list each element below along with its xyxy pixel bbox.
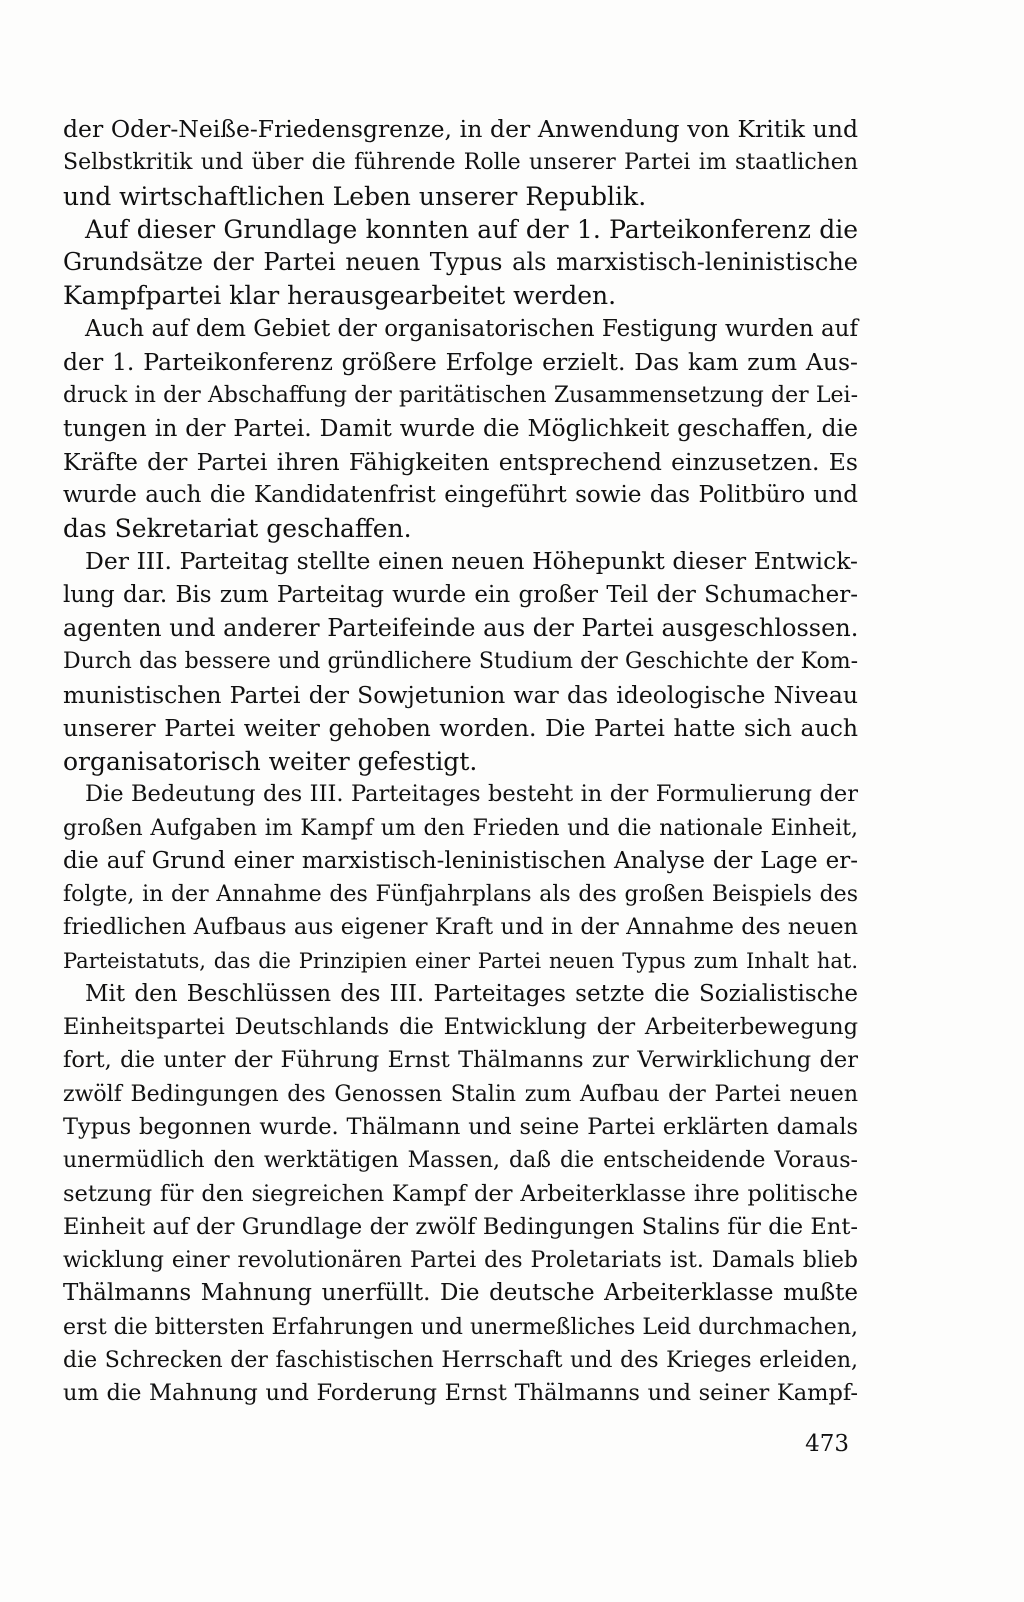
text-line: und wirtschaftlichen Leben unserer Republik.	[63, 181, 647, 211]
text-line: das Sekretariat geschaffen.	[63, 514, 412, 544]
text-line: wicklung einer revolutionären Partei des Proletariats ist. Damals blieb	[63, 1248, 858, 1274]
text-line: agenten und anderer Parteifeinde aus der Partei ausgeschlossen.	[63, 613, 859, 642]
text-line: setzung für den siegreichen Kampf der Arbeiterklasse ihre politische	[63, 1180, 858, 1207]
text-line: folgte, in der Annahme des Fünfjahrplans als des großen Beispiels des	[63, 882, 858, 908]
text-line: tungen in der Partei. Damit wurde die Möglichkeit geschaffen, die	[63, 414, 858, 443]
body-text	[63, 113, 858, 1410]
text-line: die auf Grund einer marxistisch-leninistischen Analyse der Lage er-	[63, 847, 858, 874]
text-line: erst die bittersten Erfahrungen und unermeßliches Leid durchmachen,	[63, 1314, 858, 1340]
text-line: die Schrecken der faschistischen Herrschaft und des Krieges erleiden,	[63, 1347, 858, 1373]
text-line: lung dar. Bis zum Parteitag wurde ein großer Teil der Schumacher-	[63, 581, 858, 608]
text-line: Auf dieser Grundlage konnten auf der 1. Parteikonferenz die	[85, 214, 858, 244]
text-line: Auch auf dem Gebiet der organisatorischen Festigung wurden auf	[85, 315, 858, 342]
text-line: Kampfpartei klar herausgearbeitet werden.	[63, 281, 617, 311]
text-line: unermüdlich den werktätigen Massen, daß die entscheidende Voraus-	[63, 1148, 858, 1174]
text-line: um die Mahnung und Forderung Ernst Thälmanns und seiner Kampf-	[63, 1380, 858, 1407]
text-line: munistischen Partei der Sowjetunion war das ideologische Niveau	[63, 680, 858, 709]
text-line: Der III. Parteitag stellte einen neuen Höhepunkt dieser Entwick-	[85, 547, 858, 576]
text-line: großen Aufgaben im Kampf um den Frieden und die nationale Einheit,	[63, 815, 858, 841]
text-line: Mit den Beschlüssen des III. Parteitages setzte die Sozialistische	[85, 980, 858, 1007]
text-line: der Oder-Neiße-Friedensgrenze, in der Anwendung von Kritik und	[63, 115, 858, 143]
text-line: Kräfte der Partei ihren Fähigkeiten entsprechend einzusetzen. Es	[63, 447, 858, 476]
text-line: Typus begonnen wurde. Thälmann und seine Partei erklärten damals	[63, 1113, 858, 1140]
text-line: Selbstkritik und über die führende Rolle unserer Partei im staatlichen	[63, 150, 858, 176]
text-line: Thälmanns Mahnung unerfüllt. Die deutsche Arbeiterklasse mußte	[63, 1280, 858, 1307]
text-line: Durch das bessere und gründlichere Studium der Geschichte der Kom-	[63, 649, 858, 675]
page-number: 473	[805, 1431, 849, 1457]
text-line: Die Bedeutung des III. Parteitages besteht in der Formulierung der	[85, 781, 858, 808]
text-line: wurde auch die Kandidatenfrist eingeführt sowie das Politbüro und	[63, 481, 858, 508]
text-line: Einheit auf der Grundlage der zwölf Bedingungen Stalins für die Ent-	[63, 1213, 858, 1240]
text-line: Grundsätze der Partei neuen Typus als marxistisch-leninistische	[63, 248, 858, 277]
text-line: Parteistatuts, das die Prinzipien einer Partei neuen Typus zum Inhalt hat.	[63, 948, 858, 973]
text-line: zwölf Bedingungen des Genossen Stalin zum Aufbau der Partei neuen	[63, 1081, 858, 1107]
text-line: friedlichen Aufbaus aus eigener Kraft und in der Annahme des neuen	[63, 914, 858, 941]
text-line: unserer Partei weiter gehoben worden. Die Partei hatte sich auch	[63, 713, 858, 742]
text-line: der 1. Parteikonferenz größere Erfolge erzielt. Das kam zum Aus-	[63, 347, 858, 376]
text-line: organisatorisch weiter gefestigt.	[63, 747, 478, 777]
text-line: fort, die unter der Führung Ernst Thälmanns zur Verwirklichung der	[63, 1047, 858, 1074]
text-line: druck in der Abschaffung der paritätischen Zusammensetzung der Lei-	[63, 383, 858, 409]
text-line: Einheitspartei Deutschlands die Entwicklung der Arbeiterbewegung	[63, 1014, 858, 1041]
